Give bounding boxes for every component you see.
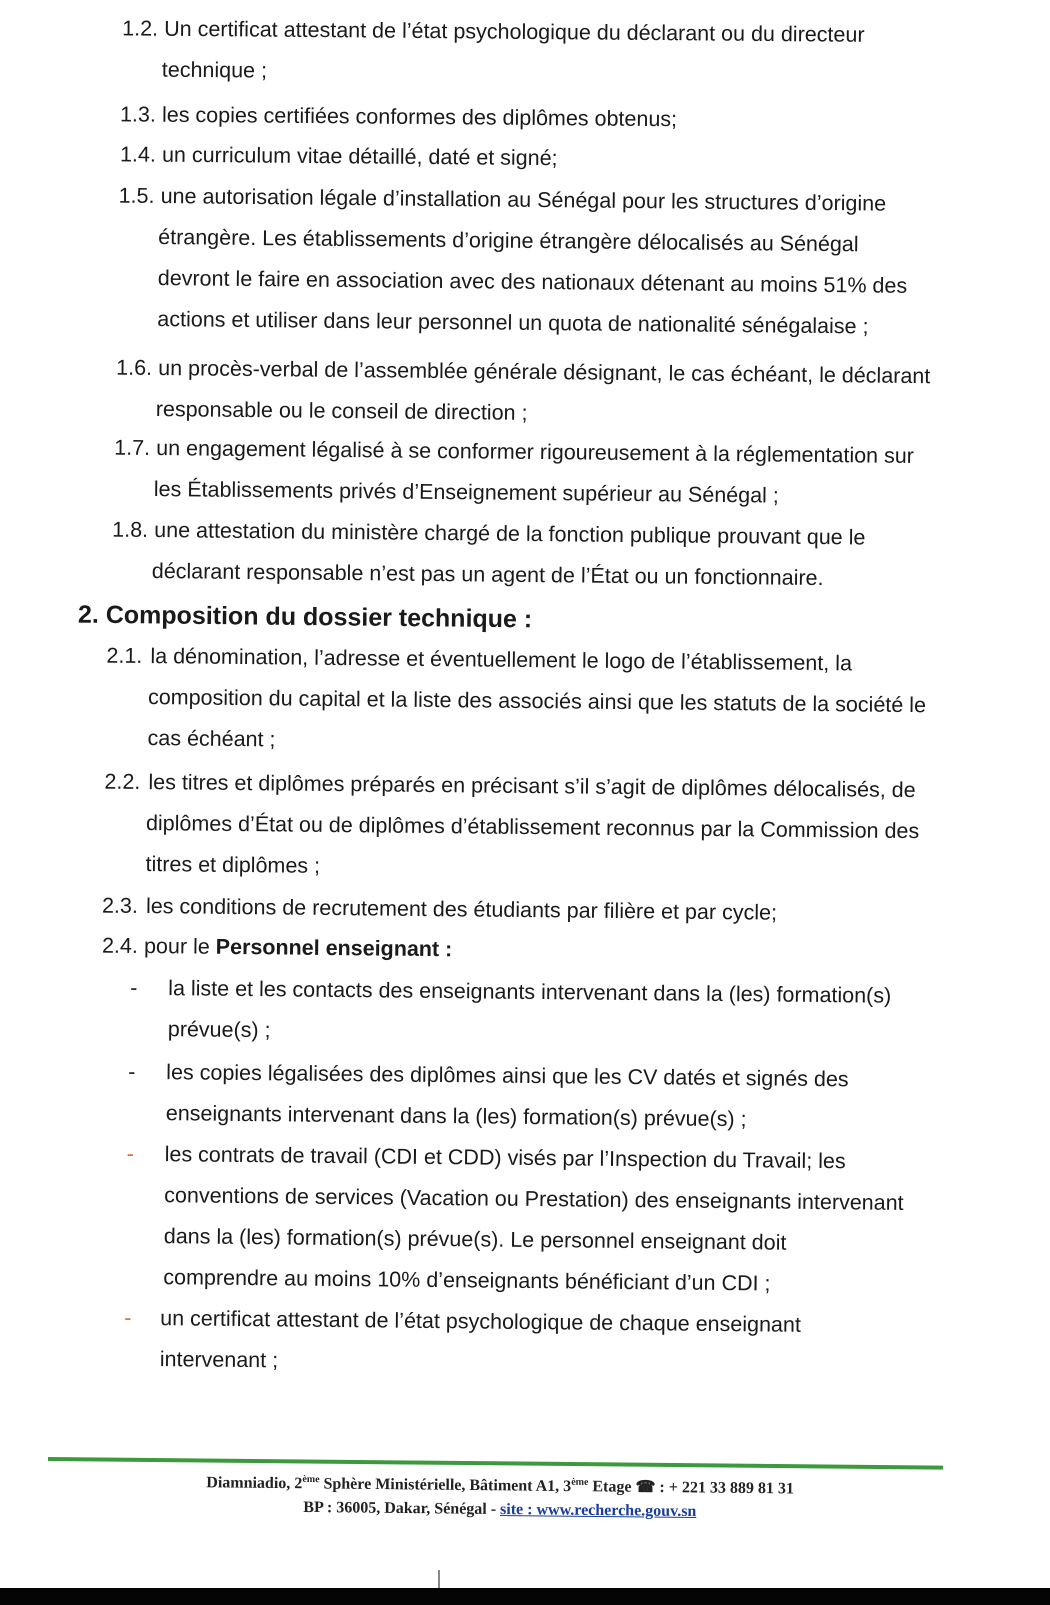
item-line: une autorisation légale d’installation au Sénégal pour les structures d’origine	[160, 184, 887, 216]
item-line: un curriculum vitae détaillé, daté et signé;	[161, 142, 558, 171]
item-number: 1.3.	[119, 102, 156, 127]
item-line: déclarant responsable n’est pas un agent de l’État ou un fonctionnaire.	[151, 559, 824, 591]
list-item-1-6	[116, 348, 957, 439]
item-line: prévue(s) ;	[167, 1017, 271, 1043]
item-line: un procès-verbal de l’assemblée générale désignant, le cas échéant, le déclarant	[158, 356, 931, 389]
bullet-dash: -	[124, 1305, 132, 1330]
item-line: enseignants intervenant dans la (les) formation(s) prévue(s) ;	[165, 1101, 747, 1132]
list-item-2-2	[103, 762, 944, 894]
bullet-dash: -	[130, 975, 138, 1000]
list-item-1-2	[122, 8, 963, 97]
item-line: étrangère. Les établissements d’origine étrangère délocalisés au Sénégal	[158, 225, 859, 257]
bullet-dash: -	[126, 1141, 134, 1166]
item-line: un certificat attestant de l’état psychologique de chaque enseignant	[160, 1306, 802, 1337]
item-line: les copies certifiées conformes des diplômes obtenus;	[161, 102, 678, 132]
item-line: les conditions de recrutement des étudiants par filière et par cycle;	[145, 894, 778, 925]
item-number: 2.4.	[101, 933, 139, 958]
bullet-item	[128, 1052, 939, 1142]
bullet-item	[124, 1298, 935, 1388]
item-line: technique ;	[161, 57, 268, 83]
list-item-1-5	[117, 176, 959, 349]
item-number: 1.6.	[116, 355, 153, 380]
item-line: les titres et diplômes préparés en précisant s’il s’agit de diplômes délocalisés, de	[148, 770, 916, 803]
bullet-dash: -	[128, 1059, 136, 1084]
list-item-2-1	[105, 636, 946, 768]
item-number: 1.7.	[114, 435, 151, 460]
item-number: 1.2.	[122, 16, 159, 41]
item-number: 1.8.	[112, 517, 149, 542]
item-number: 2.3.	[101, 893, 139, 918]
item-line: conventions de services (Vacation ou Prestation) des enseignants intervenant	[164, 1183, 904, 1215]
item-number: 1.4.	[119, 142, 156, 167]
bullet-item	[130, 968, 941, 1058]
item-number: 2.2.	[104, 769, 141, 794]
item-line: les contrats de travail (CDI et CDD) visés par l’Inspection du Travail; les	[164, 1142, 846, 1174]
scan-mark	[438, 1570, 440, 1588]
item-line: la dénomination, l’adresse et éventuellement le logo de l’établissement, la	[150, 644, 853, 676]
item-line: la liste et les contacts des enseignants intervenant dans la (les) formation(s)	[168, 976, 892, 1008]
site-link[interactable]: site : www.recherche.gouv.sn	[500, 1501, 697, 1521]
list-item-1-8	[112, 510, 953, 601]
item-line: titres et diplômes ;	[145, 852, 321, 878]
item-line: Un certificat attestant de l’état psychologique du déclarant ou du directeur	[164, 16, 865, 47]
section-heading: 2. Composition du dossier technique :	[77, 600, 533, 634]
list-item-1-4	[120, 134, 960, 182]
footer-line-1: Diamniadio, 2ème Sphère Ministérielle, Bâtiment A1, 3ème Etage ☎ : + 221 33 889 81 31	[206, 1473, 794, 1498]
scan-edge	[0, 1588, 1050, 1605]
item-line: cas échéant ;	[147, 726, 276, 752]
list-item-1-7	[114, 428, 955, 519]
footer-address	[100, 1466, 901, 1527]
item-line: un engagement légalisé à se conformer rigoureusement à la réglementation sur	[156, 436, 915, 468]
item-line: les Établissements privés d’Enseignement supérieur au Sénégal ;	[153, 477, 779, 508]
personnel-enseignant-label: Personnel enseignant :	[215, 934, 453, 962]
item-line: pour le	[143, 934, 216, 959]
item-line: diplômes d’État ou de diplômes d’établissement reconnus par la Commission des	[145, 811, 920, 844]
item-number: 2.1.	[106, 643, 143, 668]
item-line: actions et utiliser dans leur personnel un quota de nationalité sénégalaise ;	[157, 307, 869, 339]
item-line: dans la (les) formation(s) prévue(s). Le personnel enseignant doit	[163, 1224, 787, 1255]
item-line: comprendre au moins 10% d’enseignants bénéficiant d’un CDI ;	[163, 1265, 771, 1296]
item-line: les copies légalisées des diplômes ainsi que les CV datés et signés des	[166, 1060, 849, 1092]
item-line: composition du capital et la liste des associés ainsi que les statuts de la société le	[147, 685, 927, 718]
item-number: 1.5.	[118, 183, 155, 208]
item-line: devront le faire en association avec des nationaux détenant au moins 51% des	[157, 266, 908, 298]
bullet-item	[125, 1134, 937, 1306]
item-line: intervenant ;	[159, 1347, 279, 1373]
item-line: une attestation du ministère chargé de la fonction publique prouvant que le	[154, 518, 866, 550]
item-line: responsable ou le conseil de direction ;	[155, 397, 528, 425]
footer-line-2: BP : 36005, Dakar, Sénégal - site : www.recherche.gouv.sn	[303, 1499, 697, 1521]
